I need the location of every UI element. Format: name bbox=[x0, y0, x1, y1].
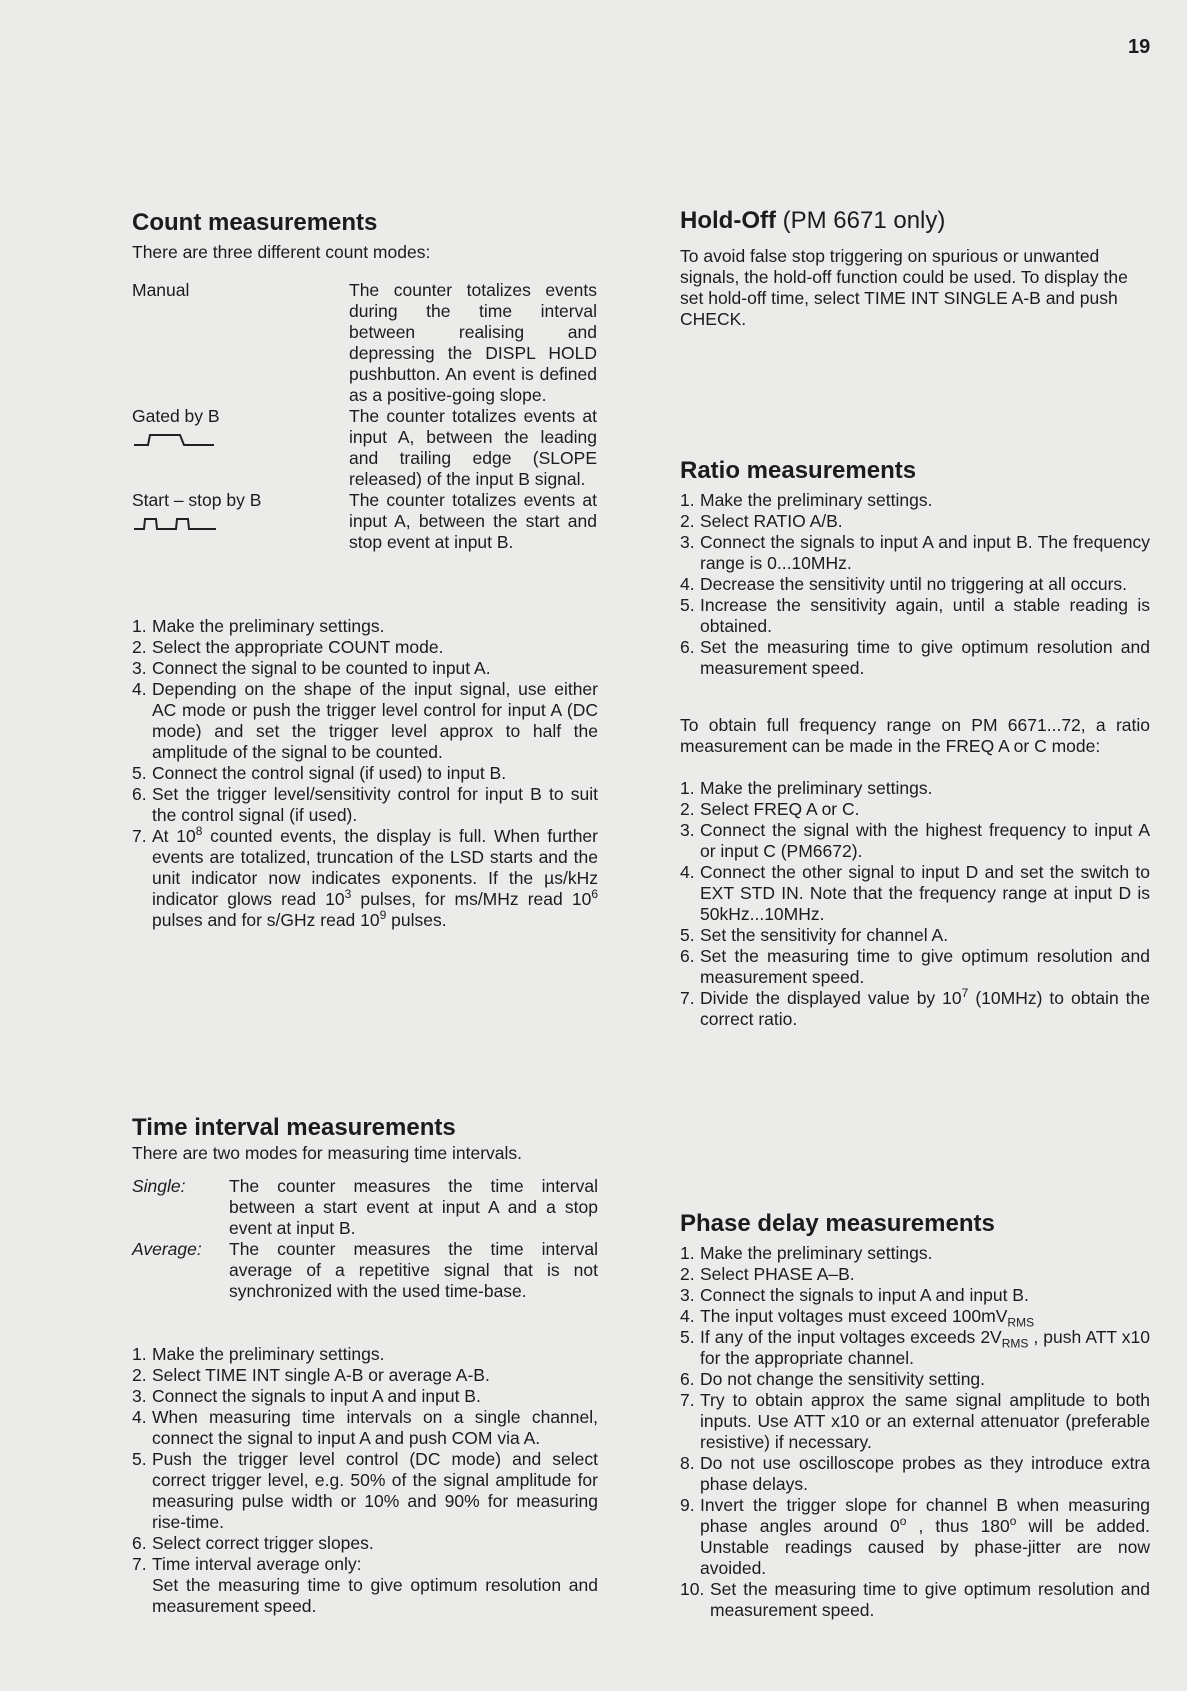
holdoff-title: Hold-Off (PM 6671 only) bbox=[680, 207, 946, 234]
mode-desc: The counter measures the time interval between a start event at input A and a stop event at input B. bbox=[229, 1176, 598, 1238]
list-item: 3. Connect the signals to input A and input B. The frequency range is 0...10MHz. bbox=[680, 532, 1150, 573]
list-item: 3. Connect the signals to input A and input B. bbox=[132, 1386, 481, 1406]
list-item: 6. Set the trigger level/sensitivity control for input B to suit the control signal (if used). bbox=[132, 784, 598, 825]
mode-desc: The counter totalizes events during the time interval between realising and depressing the DISPL HOLD pushbutton. An event is defined as a positive-going slope. bbox=[349, 280, 597, 405]
phase-title: Phase delay measurements bbox=[680, 1210, 995, 1237]
count-modes bbox=[132, 280, 598, 553]
list-item: 5. If any of the input voltages exceeds $2V_{RMS}$ , push ATT x10 for the appropriate channel. bbox=[680, 1327, 1150, 1368]
mode-name: Manual bbox=[132, 280, 190, 300]
list-item: 7. Divide the displayed value by $10^7$ (10MHz) to obtain the correct ratio. bbox=[680, 986, 1151, 1029]
count-intro: There are three different count modes: bbox=[132, 242, 431, 262]
mode-name: Gated by B bbox=[132, 406, 220, 426]
gate-pulse-icon bbox=[132, 433, 222, 447]
list-item: 1. Make the preliminary settings. bbox=[680, 1243, 933, 1263]
count-steps bbox=[132, 616, 598, 931]
phase-steps bbox=[680, 1243, 1150, 1621]
mode-name: Start – stop by B bbox=[132, 490, 262, 510]
time-title: Time interval measurements bbox=[132, 1114, 456, 1141]
list-item: 2. Select the appropriate COUNT mode. bbox=[132, 637, 444, 657]
count-mode-gated bbox=[132, 406, 598, 490]
time-mode-average bbox=[132, 1239, 598, 1302]
count-title: Count measurements bbox=[132, 209, 378, 236]
list-item: 1. Make the preliminary settings. bbox=[680, 490, 933, 510]
list-item: 6. Set the measuring time to give optimum resolution and measurement speed. bbox=[680, 637, 1150, 678]
list-item: 4. When measuring time intervals on a single channel, connect the signal to input A and push COM via A. bbox=[132, 1407, 598, 1448]
list-item: 3. Connect the signal to be counted to input A. bbox=[132, 658, 491, 678]
list-item: 6. Select correct trigger slopes. bbox=[132, 1533, 374, 1553]
mode-name: Single: bbox=[132, 1176, 186, 1196]
list-item: 1. Make the preliminary settings. bbox=[132, 1344, 385, 1364]
list-item: 6. Do not change the sensitivity setting. bbox=[680, 1369, 986, 1389]
time-intro: There are two modes for measuring time intervals. bbox=[132, 1143, 523, 1163]
mode-desc: The counter totalizes events at input A, between the leading and trailing edge (SLOPE released) of the input B signal. bbox=[349, 406, 597, 489]
mode-name: Average: bbox=[132, 1239, 202, 1259]
list-item: 10. Set the measuring time to give optimum resolution and measurement speed. bbox=[680, 1579, 1150, 1620]
holdoff-text: To avoid false stop triggering on spurious or unwanted signals, the hold-off function could be used. To display the set hold-off time, select TIME INT SINGLE A-B and push CHECK. bbox=[680, 246, 1128, 329]
time-mode-single bbox=[132, 1176, 598, 1239]
time-steps bbox=[132, 1344, 598, 1617]
holdoff-section bbox=[680, 206, 1150, 330]
list-item: 4. Depending on the shape of the input signal, use either AC mode or push the trigger level control for input A (DC mode) and set the trigger level approx to half the amplitude of the signal to be counted. bbox=[132, 679, 598, 762]
list-item: 5. Connect the control signal (if used) to input B. bbox=[132, 763, 507, 783]
list-item: 8. Do not use oscilloscope probes as they introduce extra phase delays. bbox=[680, 1453, 1150, 1494]
list-item: 2. Select TIME INT single A-B or average A-B. bbox=[132, 1365, 490, 1385]
ratio-steps-2 bbox=[680, 778, 1150, 1030]
mode-desc: The counter totalizes events at input A, between the start and stop event at input B. bbox=[349, 490, 597, 552]
list-item: 3. Connect the signal with the highest frequency to input A or input C (PM6672). bbox=[680, 820, 1150, 861]
time-modes bbox=[132, 1176, 598, 1302]
ratio-mid-text: To obtain full frequency range on PM 6671...72, a ratio measurement can be made in the FREQ A or C mode: bbox=[680, 715, 1150, 756]
list-item: 5. Increase the sensitivity again, until a stable reading is obtained. bbox=[680, 595, 1150, 636]
list-item: 5. Set the sensitivity for channel A. bbox=[680, 925, 949, 945]
count-section bbox=[132, 208, 598, 931]
ratio-section bbox=[680, 456, 1150, 1030]
list-item: 7. At $10^8$ counted events, the display is full. When further events are totalized, truncation of the LSD starts and the unit indicator now indicates exponents. If the µs/kHz indicator glows read $10^3$ pulses, for ms/MHz read $10^6$ pulses and for s/GHz read $10^9$ pulses. bbox=[132, 824, 599, 930]
phase-section bbox=[680, 1209, 1150, 1621]
list-item: 2. Select RATIO A/B. bbox=[680, 511, 843, 531]
list-item: 2. Select FREQ A or C. bbox=[680, 799, 860, 819]
list-item: 3. Connect the signals to input A and input B. bbox=[680, 1285, 1029, 1305]
mode-desc: The counter measures the time interval average of a repetitive signal that is not synchronized with the used time-base. bbox=[229, 1239, 598, 1301]
list-item: 7. Time interval average only: Set the measuring time to give optimum resolution and measurement speed. bbox=[132, 1554, 598, 1616]
start-stop-pulse-icon bbox=[132, 517, 222, 531]
holdoff-subtitle: (PM 6671 only) bbox=[782, 207, 946, 234]
list-item: 1. Make the preliminary settings. bbox=[132, 616, 385, 636]
list-item: 4. Decrease the sensitivity until no triggering at all occurs. bbox=[680, 574, 1128, 594]
list-item: 1. Make the preliminary settings. bbox=[680, 778, 933, 798]
list-item: 4. The input voltages must exceed $100mV_{RMS}$ bbox=[680, 1306, 1035, 1330]
list-item: 9. Invert the trigger slope for channel B when measuring phase angles around 0$^o$ , thus 180$^o$ will be added. Unstable readings caused by phase-jitter are now avoided. bbox=[680, 1495, 1150, 1578]
ratio-steps bbox=[680, 490, 1150, 679]
ratio-title: Ratio measurements bbox=[680, 457, 917, 484]
list-item: 4. Connect the other signal to input D and set the switch to EXT STD IN. Note that the frequency range at input D is 50kHz...10MHz. bbox=[680, 862, 1150, 924]
count-mode-manual bbox=[132, 280, 598, 406]
step-detail: Set the measuring time to give optimum resolution and measurement speed. bbox=[152, 1575, 598, 1616]
list-item: 5. Push the trigger level control (DC mode) and select correct trigger level, e.g. 50% of the signal amplitude for measuring pulse width or 10% and 90% for measuring rise-time. bbox=[132, 1449, 598, 1532]
time-section bbox=[132, 1113, 598, 1617]
list-item: 6. Set the measuring time to give optimum resolution and measurement speed. bbox=[680, 946, 1150, 987]
page-number: 19 bbox=[1128, 36, 1151, 58]
count-mode-startstop bbox=[132, 490, 598, 553]
list-item: 2. Select PHASE A–B. bbox=[680, 1264, 855, 1284]
list-item: 7. Try to obtain approx the same signal amplitude to both inputs. Use ATT x10 or an external attenuator (preferable resistive) if necessary. bbox=[680, 1390, 1150, 1452]
